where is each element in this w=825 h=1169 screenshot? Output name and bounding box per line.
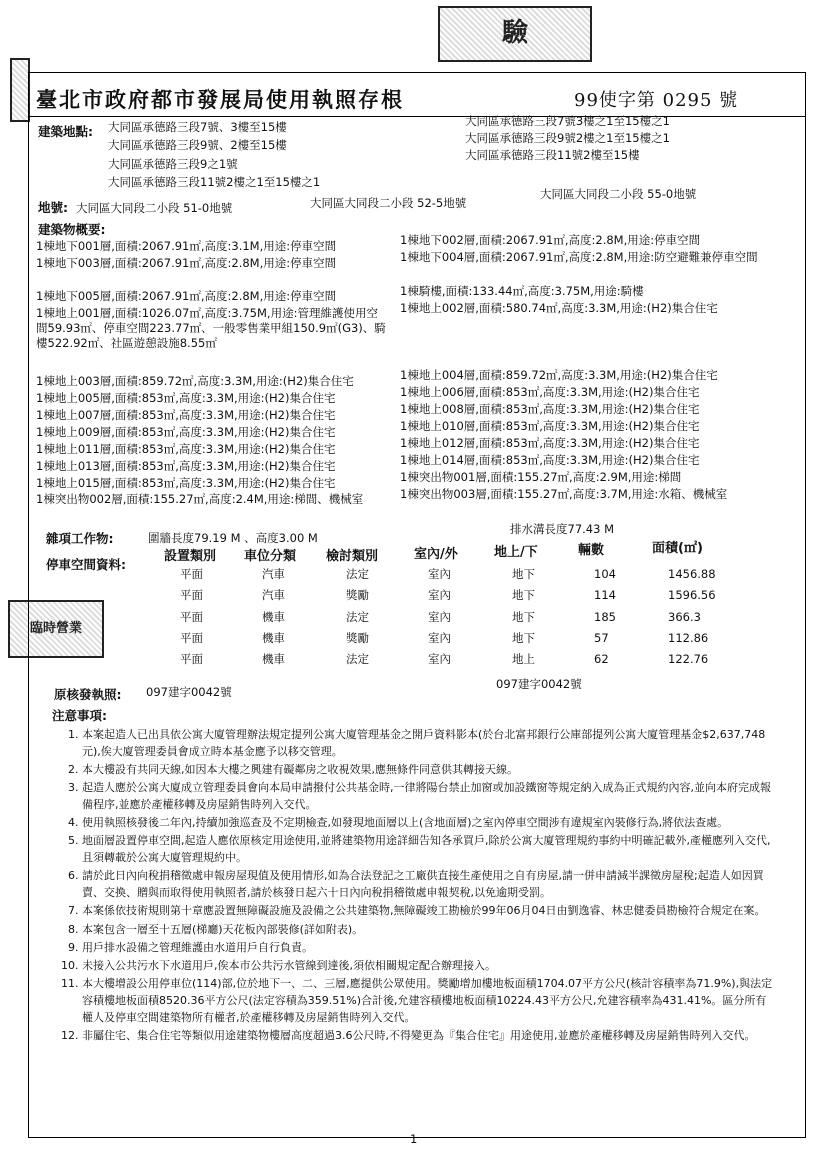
overview-left-7: 1棟地上009層,面積:853㎡,高度:3.3M,用途:(H2)集合住宅 (36, 425, 336, 439)
address-right-2: 大同區承德路三段9號2樓之1至15樓之1 (465, 131, 670, 145)
land-item-2: 大同區大同段二小段 52-5地號 (310, 196, 467, 210)
land-item-3: 大同區大同段二小段 55-0地號 (540, 187, 697, 201)
misc-label: 雜項工作物: (46, 531, 114, 546)
parking-cell: 122.76 (668, 651, 709, 666)
overview-right-8: 1棟地上012層,面積:853㎡,高度:3.3M,用途:(H2)集合住宅 (400, 436, 700, 450)
parking-label: 停車空間資料: (46, 557, 126, 572)
overview-label: 建築物概要: (38, 222, 106, 237)
parking-cell: 62 (594, 651, 609, 666)
overview-right-9: 1棟地上014層,面積:853㎡,高度:3.3M,用途:(H2)集合住宅 (400, 453, 700, 467)
parking-header-category: 設置類別 (164, 549, 217, 564)
overview-left-11: 1棟突出物002層,面積:155.27㎡,高度:2.4M,用途:梯間、機械室 (36, 492, 364, 506)
note-item: 4. 使用執照核發後二年內,持續加強巡查及不定期檢查,如發現地面層以上(含地面層)之室內停車空間涉有違規室內裝修行為,將依法查處。 (82, 814, 773, 831)
top-right-seal (438, 6, 592, 62)
parking-cell: 獎勵 (346, 588, 369, 603)
parking-cell: 1456.88 (668, 567, 716, 581)
parking-cell: 104 (594, 567, 616, 581)
original-permit-value: 097建字0042號 (146, 685, 232, 699)
parking-cell: 室內 (428, 588, 451, 603)
parking-cell: 1596.56 (668, 588, 716, 603)
address-left-4: 大同區承德路三段11號2樓之1至15樓之1 (108, 175, 321, 189)
parking-cell: 地下 (512, 567, 535, 581)
parking-cell: 法定 (346, 651, 369, 666)
parking-header-review: 檢討類別 (326, 549, 379, 564)
overview-left-0: 1棟地下001層,面積:2067.91㎡,高度:3.1M,用途:停車空間 (36, 239, 337, 253)
note-item: 9. 用戶排水設備之管理維護由水道用戶自行負責。 (82, 939, 773, 956)
parking-cell: 185 (594, 609, 616, 624)
parking-cell: 平面 (180, 609, 203, 624)
land-item-1: 大同區大同段二小段 51-0地號 (76, 201, 233, 215)
document-title: 臺北市政府都市發展局使用執照存根 (36, 87, 404, 112)
overview-left-4: 1棟地上003層,面積:859.72㎡,高度:3.3M,用途:(H2)集合住宅 (36, 374, 354, 388)
parking-header-indoor: 室內/外 (414, 547, 458, 562)
parking-cell: 114 (594, 588, 616, 603)
parking-cell: 機車 (262, 651, 285, 666)
parking-cell: 汽車 (262, 588, 285, 603)
drain-length: 排水溝長度77.43 M (510, 522, 614, 536)
parking-header-count: 輛數 (578, 543, 605, 558)
parking-cell: 汽車 (262, 567, 285, 581)
address-left-2: 大同區承德路三段9號、2樓至15樓 (108, 138, 287, 152)
overview-left-2: 1棟地下005層,面積:2067.91㎡,高度:2.8M,用途:停車空間 (36, 289, 337, 303)
parking-cell: 機車 (262, 631, 285, 646)
notes-label: 注意事項: (52, 708, 107, 723)
note-item: 6. 請於此日內向稅捐稽徵處申報房屋現值及使用情形,如為合法登記之工廠供直接生產使用之自有房屋,請一併申請減半課徵房屋稅;起造人如因買賣、交換、贈與而取得使用執照者,請於核發日起六十日內向稅捐稽徵處申報契稅,以免逾期受罰。 (82, 867, 773, 901)
parking-cell: 地上 (512, 651, 535, 666)
title-rule (28, 116, 806, 117)
parking-cell: 57 (594, 631, 609, 646)
note-item: 11. 本大樓增設公用停車位(114)部,位於地下一、二、三層,應提供公眾使用。獎勵增加樓地板面積1704.07平方公尺(核計容積率為71.9%),與法定容積樓地板面積8520.36平方公尺(法定容積為359.51%)合計後,允建容積樓地板面積10224.43平方公尺,允建容積率為431.41%。區分所有權人及停車空間建築物所有權者,於產權移轉及房屋銷售時列入交代。 (82, 975, 773, 1026)
overview-left-5: 1棟地上005層,面積:853㎡,高度:3.3M,用途:(H2)集合住宅 (36, 391, 336, 405)
permit-number: 99使字第 0295 號 (574, 90, 739, 111)
parking-cell: 法定 (346, 609, 369, 624)
parking-cell: 平面 (180, 631, 203, 646)
note-item: 5. 地面層設置停車空間,起造人應依原核定用途使用,並將建築物用途詳細告知各承買戶,除於公寓大廈管理規約事約中明確記載外,產權應列入交代,且須轉載於公寓大廈管理規約中。 (82, 832, 773, 866)
parking-cell: 地下 (512, 609, 535, 624)
note-item: 8. 本案包含一層至十五層(梯廳)天花板內部裝修(詳如附表)。 (82, 921, 773, 938)
overview-left-8: 1棟地上011層,面積:853㎡,高度:3.3M,用途:(H2)集合住宅 (36, 442, 336, 456)
original-permit-label: 原核發執照: (54, 687, 122, 702)
note-item: 3. 起造人應於公寓大廈成立管理委員會向本局申請撥付公共基金時,一律將陽台禁止加窗或加設鐵窗等規定納入成為正式規約內容,並向本府完成報備程序,並應於產權移轉及房屋銷售時列入交代。 (82, 779, 773, 813)
note-item: 7. 本案係依技術規則第十章應設置無障礙設施及設備之公共建築物,無障礙竣工勘檢於99年06月04日由劉逸睿、林忠健委員勘檢符合規定在案。 (82, 902, 773, 919)
land-label: 地號: (38, 200, 68, 215)
address-left-3: 大同區承德路三段9之1號 (108, 157, 238, 171)
parking-cell: 地下 (512, 631, 535, 646)
parking-cell: 366.3 (668, 609, 701, 624)
overview-left-9: 1棟地上013層,面積:853㎡,高度:3.3M,用途:(H2)集合住宅 (36, 459, 336, 473)
overview-right-4: 1棟地上004層,面積:859.72㎡,高度:3.3M,用途:(H2)集合住宅 (400, 368, 718, 382)
seal-text: 驗 (501, 18, 528, 49)
wall-dimensions: 圍牆長度79.19 M 、高度3.00 M (148, 531, 318, 545)
overview-right-3: 1棟地上002層,面積:580.74㎡,高度:3.3M,用途:(H2)集合住宅 (400, 301, 718, 315)
parking-cell: 地下 (512, 588, 535, 603)
parking-cell: 獎勵 (346, 631, 369, 646)
address-left-1: 大同區承德路三段7號、3樓至15樓 (108, 120, 287, 134)
overview-right-0: 1棟地下002層,面積:2067.91㎡,高度:2.8M,用途:停車空間 (400, 233, 701, 247)
note-item: 10. 未接入公共污水下水道用戶,俟本市公共污水管線到達後,須依相關規定配合辦理接入。 (82, 957, 773, 974)
overview-right-2: 1棟騎樓,面積:133.44㎡,高度:3.75M,用途:騎樓 (400, 284, 644, 298)
overview-right-5: 1棟地上006層,面積:853㎡,高度:3.3M,用途:(H2)集合住宅 (400, 385, 700, 399)
note-item: 1. 本案起造人已出具依公寓大廈管理辦法規定提列公寓大廈管理基金之開戶資料影本(於台北富邦銀行公庫部提列公寓大廈管理基金$2,637,748元),俟大廈管理委員會成立時本基金應予以移交管理。 (82, 726, 773, 760)
overview-left-6: 1棟地上007層,面積:853㎡,高度:3.3M,用途:(H2)集合住宅 (36, 408, 336, 422)
parking-header-area: 面積(㎡) (652, 541, 703, 556)
parking-cell: 平面 (180, 588, 203, 603)
note-item: 2. 本大樓設有共同天線,如因本大樓之興建有礙鄰房之收視效果,應無條件同意供其轉接天線。 (82, 761, 773, 778)
notes-list-container (68, 726, 773, 1045)
parking-header-vehicle: 車位分類 (244, 549, 297, 564)
overview-right-11: 1棟突出物003層,面積:155.27㎡,高度:3.7M,用途:水箱、機械室 (400, 487, 728, 501)
stamp-text: 臨時營業 (29, 620, 82, 636)
overview-left-1: 1棟地下003層,面積:2067.91㎡,高度:2.8M,用途:停車空間 (36, 256, 337, 270)
notes-list (68, 726, 773, 1044)
parking-cell: 法定 (346, 567, 369, 581)
page-number: 1 (410, 1132, 418, 1146)
parking-cell: 平面 (180, 567, 203, 581)
parking-cell: 機車 (262, 609, 285, 624)
overview-left-3: 1棟地上001層,面積:1026.07㎡,高度:3.75M,用途:管理維護使用空間59.93㎡、停車空間223.77㎡、一般零售業甲組150.9㎡(G3)、騎樓522.92㎡、社區遊憩設施8.55㎡ (36, 306, 386, 350)
original-permit-value-right: 097建字0042號 (496, 677, 582, 691)
parking-header-level: 地上/下 (494, 545, 538, 560)
parking-cell: 平面 (180, 651, 203, 666)
parking-cell: 室內 (428, 567, 451, 581)
parking-cell: 室內 (428, 609, 451, 624)
address-right-1: 大同區承德路三段7號3樓之1至15樓之1 (465, 114, 670, 128)
overview-right-6: 1棟地上008層,面積:853㎡,高度:3.3M,用途:(H2)集合住宅 (400, 402, 700, 416)
overview-left-10: 1棟地上015層,面積:853㎡,高度:3.3M,用途:(H2)集合住宅 (36, 476, 336, 490)
overview-right-10: 1棟突出物001層,面積:155.27㎡,高度:2.9M,用途:梯間 (400, 470, 682, 484)
overview-right-7: 1棟地上010層,面積:853㎡,高度:3.3M,用途:(H2)集合住宅 (400, 419, 700, 433)
address-right-3: 大同區承德路三段11號2樓至15樓 (465, 148, 640, 162)
left-margin-stamp (10, 58, 30, 122)
parking-cell: 室內 (428, 651, 451, 666)
address-label: 建築地點: (38, 124, 93, 139)
note-item: 12. 非屬住宅、集合住宅等類似用途建築物樓層高度超過3.6公尺時,不得變更為『集合住宅』用途使用,並應於產權移轉及房屋銷售時列入交代。 (82, 1027, 773, 1044)
overview-right-1: 1棟地下004層,面積:2067.91㎡,高度:2.8M,用途:防空避難兼停車空間 (400, 250, 758, 264)
parking-cell: 112.86 (668, 631, 709, 646)
parking-cell: 室內 (428, 631, 451, 646)
